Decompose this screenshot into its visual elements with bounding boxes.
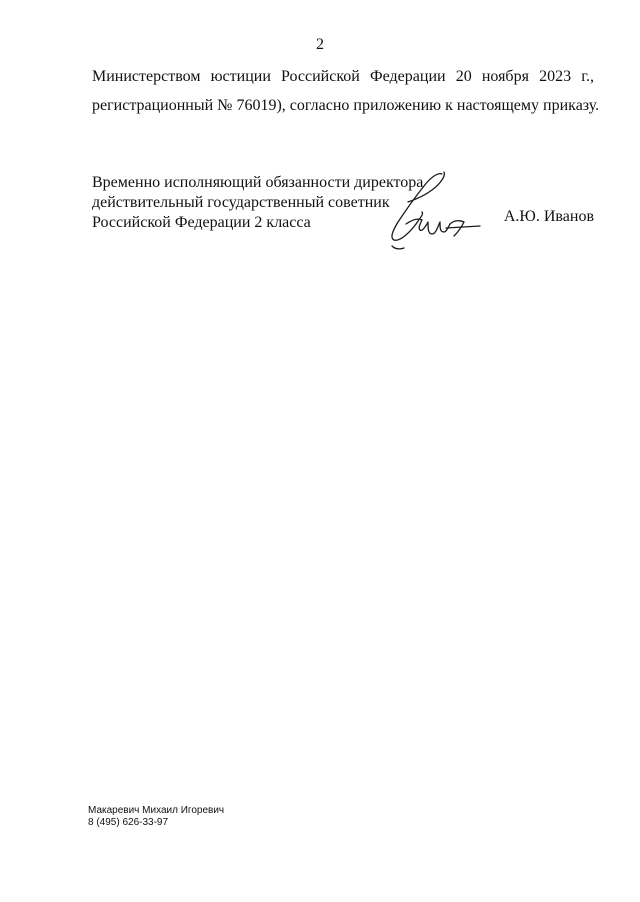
signer-position bbox=[92, 173, 423, 233]
word: 2023 bbox=[539, 68, 572, 85]
word: Российской bbox=[281, 68, 360, 85]
position-line: Временно исполняющий обязанности директора bbox=[92, 174, 424, 191]
executor-name: Макаревич Михаил Игоревич bbox=[88, 805, 225, 816]
executor-contact bbox=[88, 805, 224, 829]
position-line: действительный государственный советник bbox=[92, 194, 390, 211]
executor-phone: 8 (495) 626-33-97 bbox=[88, 817, 169, 828]
page-number: 2 bbox=[316, 36, 324, 53]
word: Федерации bbox=[370, 68, 446, 85]
word: Министерством bbox=[92, 68, 201, 85]
handwritten-signature bbox=[384, 166, 484, 258]
signer-name: А.Ю. Иванов bbox=[503, 208, 594, 225]
paragraph-line-1 bbox=[92, 67, 594, 87]
word: юстиции bbox=[210, 68, 271, 85]
word: г., bbox=[581, 68, 594, 85]
position-line: Российской Федерации 2 класса bbox=[92, 214, 311, 231]
word: 20 bbox=[455, 68, 472, 85]
word: ноября bbox=[481, 68, 529, 85]
paragraph-line-2: регистрационный № 76019), согласно приложению к настоящему приказу. bbox=[92, 97, 600, 114]
